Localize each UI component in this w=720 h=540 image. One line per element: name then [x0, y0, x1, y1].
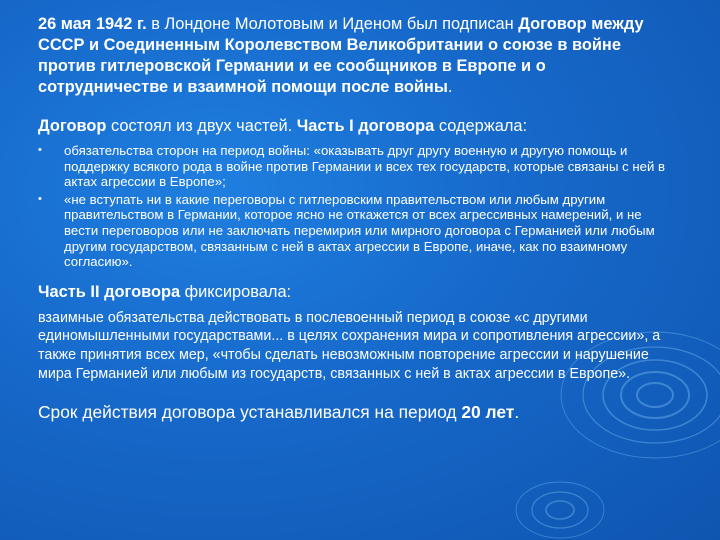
part2-heading-line: [38, 282, 678, 303]
term-text-a: Срок действия договора устанавливался на период: [38, 402, 462, 423]
part2-heading: Часть II договора: [38, 282, 181, 301]
slide-content: [38, 14, 678, 423]
part2-heading-tail: фиксировала:: [180, 282, 292, 301]
intro-paragraph: [38, 14, 678, 98]
treaty-title: Договор между СССР и Соединенным Королевством Великобритании о союзе в войне против гитлеровской Германии и ее сообщников в Европе и о сотрудничестве и взаимной помощи после войны: [38, 15, 644, 96]
term-duration: 20 лет: [461, 402, 515, 423]
term-text-c: .: [514, 402, 520, 423]
treaty-word: Договор: [38, 117, 107, 135]
part2-body: взаимные обязательства действовать в послевоенный период в союзе «с другими единомышленными государствами... в целях сохранения мира и сопротивления агрессии», а также принятия всех мер, «чтобы сделать невозможным повторение агрессии и нарушение мира Германией или любым из государств, связанных с ней в актах агрессии в Европе».: [38, 309, 661, 382]
term-paragraph: [38, 401, 678, 423]
parts-intro: [38, 116, 678, 137]
bullet-text: обязательства сторон на период войны: «оказывать друг другу военную и другую помощь и поддержку всякого рода в войне против Германии и всех тех государств, которые связаны с ней в актах агрессии в Европе»;: [64, 143, 666, 190]
intro-text-a: в Лондоне Молотовым и Иденом был подписан: [146, 15, 519, 33]
part1-heading: Часть I договора: [296, 117, 435, 135]
list-item: [38, 143, 678, 190]
part1-heading-tail: содержала:: [434, 117, 528, 135]
parts-intro-text: состоял из двух частей.: [106, 117, 297, 135]
bullet-marker: •: [38, 144, 42, 156]
treaty-date: 26 мая 1942 г.: [38, 15, 147, 33]
part1-bullet-list: [38, 143, 678, 270]
list-item: [38, 192, 678, 270]
intro-text-c: .: [447, 78, 453, 96]
bullet-text: «не вступать ни в какие переговоры с гитлеровским правительством или любым другим правительством в Германии, которое ясно не откажется от всех агрессивных намерений, и не вести переговоров или не заключать перемирия или мирного договора с Германией или любым другим государством, связанным с ней в актах агрессии в Европе, иначе, как по взаимному согласию».: [64, 191, 655, 270]
bullet-marker: •: [38, 192, 42, 205]
